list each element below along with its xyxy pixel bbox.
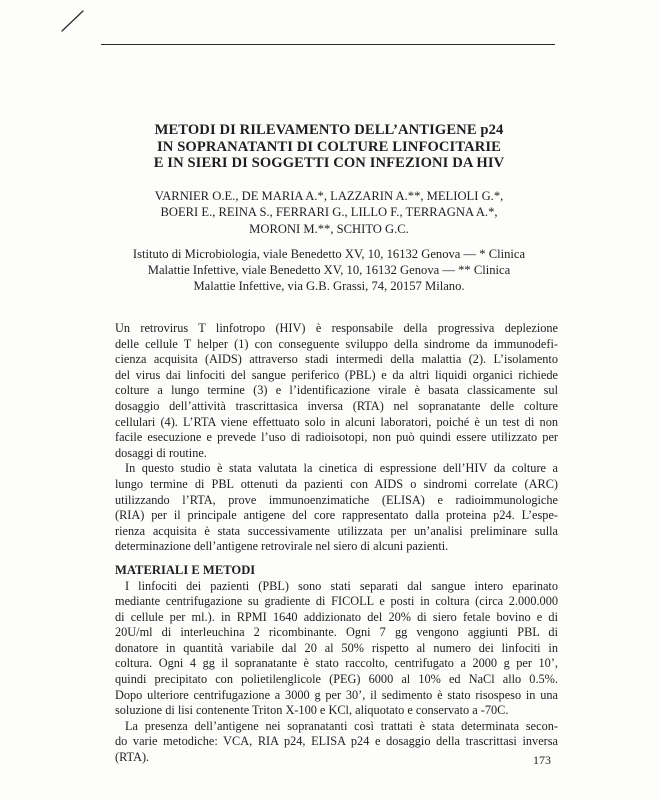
title-line: METODI DI RILEVAMENTO DELL’ANTIGENE p24 <box>154 122 504 138</box>
text-line: I linfociti dei pazienti (PBL) sono stati separati dal sangue intero eparinato <box>125 578 558 593</box>
text-line: cienza acquisita (AIDS) attraverso stadi intermedi della malattia (2). L’isolamento <box>115 352 558 367</box>
methods-paragraph-1 <box>115 579 558 719</box>
text-line: colture a lungo termine (3) e l’identificazione virale è basata classicamente sul <box>115 383 558 398</box>
intro-paragraph-1 <box>115 321 558 461</box>
affiliation-line: Malattie Infettive, via G.B. Grassi, 74, 20157 Milano. <box>193 279 465 294</box>
page-number: 173 <box>533 753 551 767</box>
text-line: (RTA). <box>115 750 150 765</box>
text-line: di cellule per ml.). in RPMI 1640 addizionato del 20% di siero fetale bovino e di <box>115 609 558 624</box>
text-line: delle cellule T helper (1) con conseguente sviluppo della sindrome da immunodefi- <box>115 336 558 351</box>
text-line: del virus dai linfociti del sangue periferico (PBL) e da altri liquidi organici richiede <box>115 367 558 382</box>
text-line: dosaggi di routine. <box>115 445 207 460</box>
text-line: coltura. Ogni 4 gg il sopranatante è stato raccolto, centrifugato a 2000 g per 10’, <box>115 656 558 671</box>
text-line: Un retrovirus T linfotropo (HIV) è responsabile della progressiva deplezione <box>115 321 558 335</box>
text-line: dosaggio dell’attività trascrittasica inversa (RTA) nel sopranatante delle colture <box>115 398 558 413</box>
text-line: In questo studio è stata valutata la cinetica di espressione dell’HIV da colture a <box>125 461 558 476</box>
pen-stroke-mark <box>58 8 88 34</box>
affiliation-line: Istituto di Microbiologia, viale Benedetto XV, 10, 16132 Genova — * Clinica <box>132 247 526 261</box>
text-line: mediante centrifugazione su gradiente di FICOLL e posti in coltura (circa 2.000.000 <box>115 594 558 609</box>
text-line: quindi precipitato con polietilenglicole (PEG) 6000 al 10% ed NaCl allo 0.5%. <box>115 672 558 687</box>
text-line: soluzione di lisi contenente Triton X-100 e KCl, aliquotato e conservato a -70C. <box>115 703 509 718</box>
article-body <box>115 321 558 766</box>
author-line: VARNIER O.E., DE MARIA A.*, LAZZARIN A.**, MELIOLI G.*, <box>154 189 504 203</box>
text-line: La presenza dell’antigene nei sopranatanti così trattati è stata determinata secon- <box>125 718 558 733</box>
text-line: donatore in quantità variabile dal 20 al 50% rispetto al numero dei linfociti in <box>115 640 558 655</box>
section-heading: MATERIALI E METODI <box>115 562 256 577</box>
article-title <box>100 122 558 172</box>
author-line: MORONI M.**, SCHITO G.C. <box>249 221 409 236</box>
text-line: do varie metodiche: VCA, RIA p24, ELISA p24 e dosaggio della trascrittasi inversa <box>115 734 558 749</box>
affiliation-block <box>100 246 558 295</box>
author-line: BOERI E., REINA S., FERRARI G., LILLO F., TERRAGNA A.*, <box>160 205 498 220</box>
text-line: cellulari (4). L’RTA viene effettuato solo in alcuni laboratori, poiché è un test di non <box>115 414 558 429</box>
title-line: E IN SIERI DI SOGGETTI CON INFEZIONI DA HIV <box>153 155 505 171</box>
author-list <box>100 188 558 237</box>
text-line: determinazione dell’antigene retrovirale nel siero di alcuni pazienti. <box>115 539 449 554</box>
text-line: Dopo ulteriore centrifugazione a 3000 g per 30’, il sedimento è stato risospeso in una <box>115 687 558 702</box>
text-line: facile esecuzione e prevede l’uso di radioisotopi, non può quindi essere utilizzato per <box>115 430 558 445</box>
text-line: (RIA) per il principale antigene del core rappresentato dalla proteina p24. L’espe- <box>115 508 558 523</box>
affiliation-line: Malattie Infettive, viale Benedetto XV, 10, 16132 Genova — ** Clinica <box>147 263 511 278</box>
methods-paragraph-2 <box>115 719 558 766</box>
text-line: rienza acquisita è stata successivamente utilizzata per un’analisi preliminare sulla <box>115 523 558 538</box>
intro-paragraph-2 <box>115 461 558 555</box>
title-line: IN SOPRANATANTI DI COLTURE LINFOCITARIE <box>157 138 501 155</box>
text-line: 20U/ml di interleuchina 2 ricombinante. Ogni 7 gg vengono aggiunti PBL di <box>115 625 558 640</box>
header-rule <box>101 44 555 45</box>
text-line: utilizzando l’RTA, prove immunoenzimatiche (ELISA) e radioimmunologiche <box>115 492 558 507</box>
text-line: lungo termine di PBL ottenuti da pazienti con AIDS o sindromi correlate (ARC) <box>115 476 558 491</box>
